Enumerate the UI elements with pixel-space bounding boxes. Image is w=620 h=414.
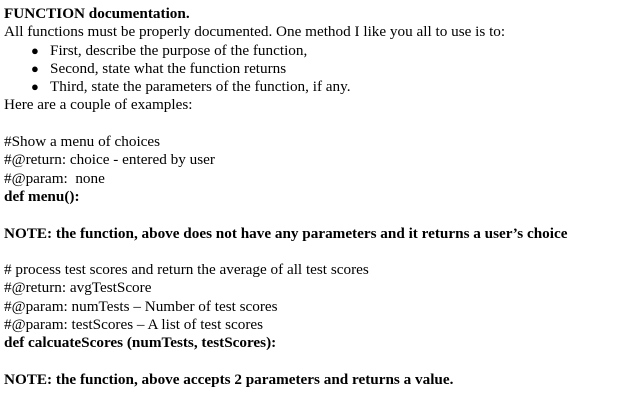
bullet-text: Second, state what the function returns	[50, 59, 287, 77]
example1-return: #@return: choice - entered by user	[4, 151, 215, 169]
note1: NOTE: the function, above does not have any parameters and it returns a user’s choice	[4, 224, 568, 242]
bullet-text: Third, state the parameters of the function, if any.	[50, 78, 351, 96]
bullet-icon: ●	[31, 79, 39, 95]
bullet-item	[4, 42, 616, 60]
example2-return: #@return: avgTestScore	[4, 279, 152, 297]
bullet-text: First, describe the purpose of the function,	[50, 41, 308, 59]
doc-title: FUNCTION documentation.	[4, 5, 190, 22]
example2-def: def calcuateScores (numTests, testScores):	[4, 334, 277, 352]
intro-text: All functions must be properly documented. One method I like you all to use is to:	[4, 23, 506, 41]
bullet-item	[4, 78, 616, 96]
example2-comment: # process test scores and return the average of all test scores	[4, 261, 369, 279]
bullet-icon: ●	[31, 42, 39, 58]
example1-param: #@param: none	[4, 169, 105, 187]
note2: NOTE: the function, above accepts 2 parameters and returns a value.	[4, 370, 454, 388]
bullet-icon: ●	[31, 60, 39, 76]
spacer	[4, 206, 616, 224]
spacer	[4, 353, 616, 371]
example2-param2: #@param: testScores – A list of test scores	[4, 316, 264, 334]
bullet-list	[4, 42, 616, 97]
spacer	[4, 115, 616, 133]
example1-def: def menu():	[4, 187, 80, 205]
example1-comment: #Show a menu of choices	[4, 133, 161, 151]
document	[4, 5, 616, 389]
examples-intro: Here are a couple of examples:	[4, 96, 193, 114]
spacer	[4, 243, 616, 261]
example2-param1: #@param: numTests – Number of test scores	[4, 297, 278, 315]
bullet-item	[4, 60, 616, 78]
